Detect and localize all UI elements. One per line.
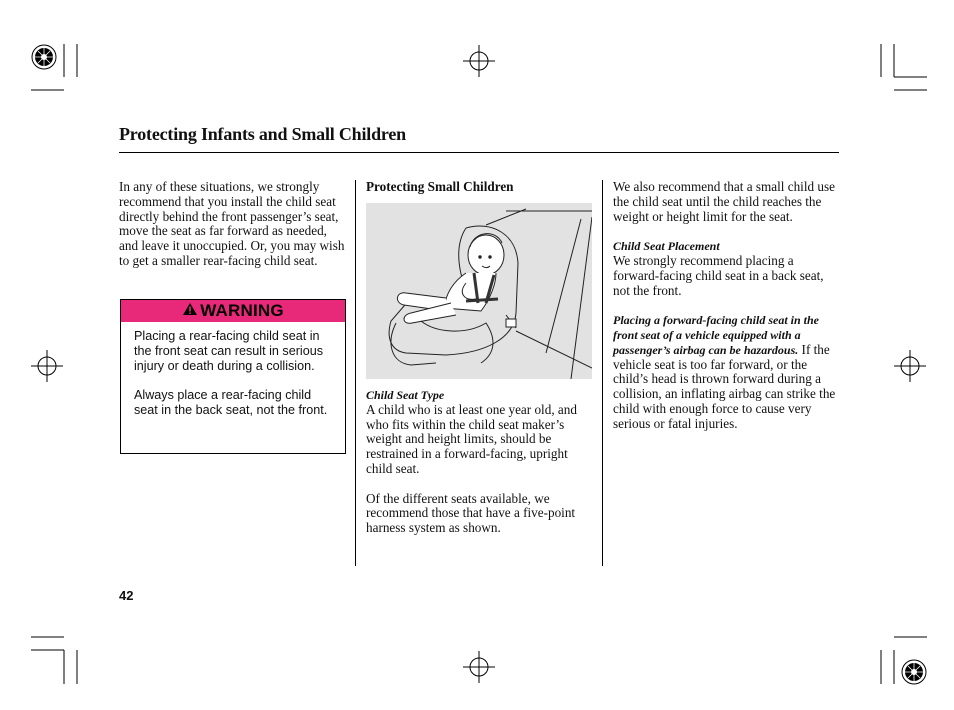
title-rule bbox=[119, 152, 839, 153]
warning-body bbox=[121, 322, 345, 418]
warning-box bbox=[120, 299, 346, 454]
section-heading: Protecting Small Children bbox=[366, 179, 514, 194]
child-seat-type-paragraph-1: A child who is at least one year old, and who fits within the child seat maker’s weight and height limits, should be restrained in a forward-facing, upright child seat. bbox=[366, 401, 577, 476]
column-2-body bbox=[366, 388, 594, 536]
airbag-hazard-paragraph bbox=[613, 313, 841, 431]
warning-label: WARNING bbox=[200, 301, 284, 320]
column-divider-1 bbox=[355, 180, 356, 566]
intro-paragraph: In any of these situations, we strongly recommend that you install the child seat directly behind the front passenger’s seat, move the seat as far forward as needed, and leave it unoccupied. Or, you may wish to get a smaller rear-facing child seat. bbox=[119, 179, 345, 268]
column-2-heading-block bbox=[366, 180, 594, 195]
airbag-hazard-text: If the vehicle seat is too far forward, or the child’s head is thrown forward during a collision, an inflating airbag can strike the child with enough force to cause very serious or fatal injuries. bbox=[613, 341, 836, 431]
warning-paragraph-2: Always place a rear-facing child seat in the back seat, not the front. bbox=[134, 388, 328, 417]
child-seat-placement-subhead: Child Seat Placement bbox=[613, 239, 720, 254]
recommendation-paragraph: We also recommend that a small child use the child seat until the child reaches the weight or height limit for the seat. bbox=[613, 179, 835, 224]
column-divider-2 bbox=[602, 180, 603, 566]
column-1 bbox=[119, 180, 347, 269]
child-seat-type-subhead: Child Seat Type bbox=[366, 388, 445, 402]
placement-paragraph: We strongly recommend placing a forward-facing child seat in a back seat, not the front. bbox=[613, 252, 824, 298]
warning-triangle-icon bbox=[182, 301, 198, 321]
warning-header bbox=[121, 300, 345, 322]
page-number: 42 bbox=[119, 588, 134, 603]
warning-paragraph-1: Placing a rear-facing child seat in the front seat can result in serious injury or death during a collision. bbox=[134, 329, 324, 373]
page-title: Protecting Infants and Small Children bbox=[119, 124, 406, 144]
child-seat-type-paragraph-2: Of the different seats available, we recommend those that have a five-point harness system as shown. bbox=[366, 490, 576, 536]
airbag-hazard-emphasis: Placing a forward-facing child seat in the front seat of a vehicle equipped with a passenger’s airbag can be hazardous. bbox=[613, 313, 820, 357]
column-3 bbox=[613, 180, 841, 432]
child-seat-illustration bbox=[366, 203, 592, 379]
